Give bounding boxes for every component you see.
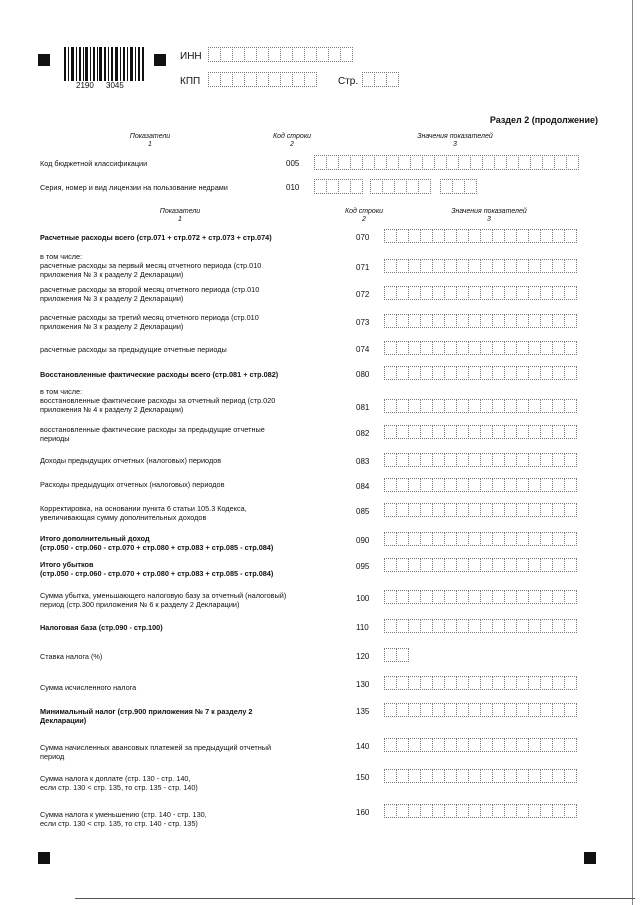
row-150-label: Сумма налога к доплате (стр. 130 - стр. 140, если стр. 130 < стр. 135, то стр. 135 - стр. 140) [40,774,198,792]
row-080-label: Восстановленные фактические расходы всего (стр.081 + стр.082) [40,370,279,379]
kpp-label: КПП [180,76,201,87]
row-140-code: 140 [356,742,370,751]
row-083-field[interactable] [384,453,576,467]
row-072-label: расчетные расходы за второй месяц отчетного периода (стр.010 приложения № 3 к разделу 2 Декларации) [40,285,260,303]
row-100-label: Сумма убытка, уменьшающего налоговую базу за отчетный (налоговый) период (стр.300 приложения № 6 к разделу 2 Декларации) [40,591,287,609]
row-072-field[interactable] [384,286,576,300]
row-120-label: Ставка налога (%) [40,652,103,661]
row-130-code: 130 [356,680,370,689]
row-150-field[interactable] [384,769,576,783]
row-074-field[interactable] [384,341,576,355]
row-010-number-field[interactable] [370,179,430,194]
inn-field[interactable] [208,47,352,62]
row-110-field[interactable] [384,619,576,633]
row-140-field[interactable] [384,738,576,752]
row-120-field[interactable] [384,648,408,662]
row-135-label: Минимальный налог (стр.900 приложения № 7 к разделу 2 Декларации) [40,707,253,725]
table2-col1-header: Показатели 1 [159,208,201,223]
row-130-field[interactable] [384,676,576,690]
row-072-code: 072 [356,290,370,299]
row-073-code: 073 [356,318,370,327]
row-073-field[interactable] [384,314,576,328]
barcode [64,47,144,83]
row-071-field[interactable] [384,259,576,273]
row-082-field[interactable] [384,425,576,439]
table2-col2-header: Код строки 2 [344,208,384,223]
row-074-label: расчетные расходы за предыдущие отчетные периоды [40,345,227,354]
page-label: Стр. [338,76,359,87]
corner-marker-bottom-left [38,852,50,864]
row-135-field[interactable] [384,703,576,717]
row-084-code: 084 [356,482,370,491]
page-border-bottom [75,898,635,899]
row-073-label: расчетные расходы за третий месяц отчетного периода (стр.010 приложения № 3 к разделу 2 Декларации) [40,313,259,331]
barcode-number: 2190 3045 [76,81,124,90]
row-081-label: в том числе: восстановленные фактические расходы за отчетный период (стр.020 приложения № 4 к разделу 2 Декларации) [40,387,276,414]
row-080-field[interactable] [384,366,576,380]
row-084-field[interactable] [384,478,576,492]
row-095-label: Итого убытков (стр.050 - стр.060 - стр.070 + стр.080 + стр.083 + стр.085 - стр.084) [40,560,274,578]
row-085-code: 085 [356,507,370,516]
row-083-label: Доходы предыдущих отчетных (налоговых) периодов [40,456,222,465]
row-005-field[interactable] [314,155,578,170]
section-title: Раздел 2 (продолжение) [489,115,598,125]
row-071-label: в том числе: расчетные расходы за первый месяц отчетного периода (стр.010 приложения № 3 к разделу 2 Декларации) [40,252,262,279]
row-085-label: Корректировка, на основании пункта 6 статьи 105.3 Кодекса, увеличивающая сумму дополнительных доходов [40,504,247,522]
row-100-field[interactable] [384,590,576,604]
row-095-code: 095 [356,562,370,571]
row-100-code: 100 [356,594,370,603]
row-071-code: 071 [356,263,370,272]
row-110-code: 110 [356,623,369,632]
corner-marker-top-left [38,54,50,66]
row-090-code: 090 [356,536,370,545]
row-005-code: 005 [286,159,300,168]
corner-marker-bottom-right [584,852,596,864]
row-130-label: Сумма исчисленного налога [40,683,137,692]
table1-col3-header: Значения показателей 3 [417,133,493,148]
row-160-code: 160 [356,808,370,817]
row-160-label: Сумма налога к уменьшению (стр. 140 - стр. 130, если стр. 130 < стр. 135, то стр. 140 - стр. 135) [40,810,207,828]
row-081-field[interactable] [384,399,576,413]
row-140-label: Сумма начисленных авансовых платежей за предыдущий отчетный период [40,743,272,761]
row-085-field[interactable] [384,503,576,517]
row-095-field[interactable] [384,558,576,572]
kpp-field[interactable] [208,72,316,87]
table1-col1-header: Показатели 1 [129,133,171,148]
row-010-code: 010 [286,183,300,192]
row-010-series-field[interactable] [314,179,362,194]
row-070-code: 070 [356,233,370,242]
page-border-right [632,0,633,905]
row-081-code: 081 [356,403,370,412]
table1-col2-header: Код строки 2 [272,133,312,148]
row-074-code: 074 [356,345,370,354]
inn-label: ИНН [180,51,202,62]
row-110-label: Налоговая база (стр.090 - стр.100) [40,623,163,632]
row-083-code: 083 [356,457,370,466]
row-082-code: 082 [356,429,370,438]
row-070-label: Расчетные расходы всего (стр.071 + стр.072 + стр.073 + стр.074) [40,233,272,242]
page-number-field[interactable] [362,72,398,87]
row-070-field[interactable] [384,229,576,243]
table2-col3-header: Значения показателей 3 [451,208,527,223]
row-010-label: Серия, номер и вид лицензии на пользование недрами [40,183,228,192]
row-160-field[interactable] [384,804,576,818]
row-082-label: восстановленные фактические расходы за предыдущие отчетные периоды [40,425,265,443]
row-005-label: Код бюджетной классификации [40,159,148,168]
row-090-field[interactable] [384,532,576,546]
row-080-code: 080 [356,370,370,379]
row-010-type-field[interactable] [440,179,476,194]
corner-marker-top-right [154,54,166,66]
row-084-label: Расходы предыдущих отчетных (налоговых) периодов [40,480,225,489]
row-090-label: Итого дополнительный доход (стр.050 - стр.060 - стр.070 + стр.080 + стр.083 + стр.085 - стр.084) [40,534,274,552]
row-120-code: 120 [356,652,370,661]
row-135-code: 135 [356,707,370,716]
row-150-code: 150 [356,773,370,782]
